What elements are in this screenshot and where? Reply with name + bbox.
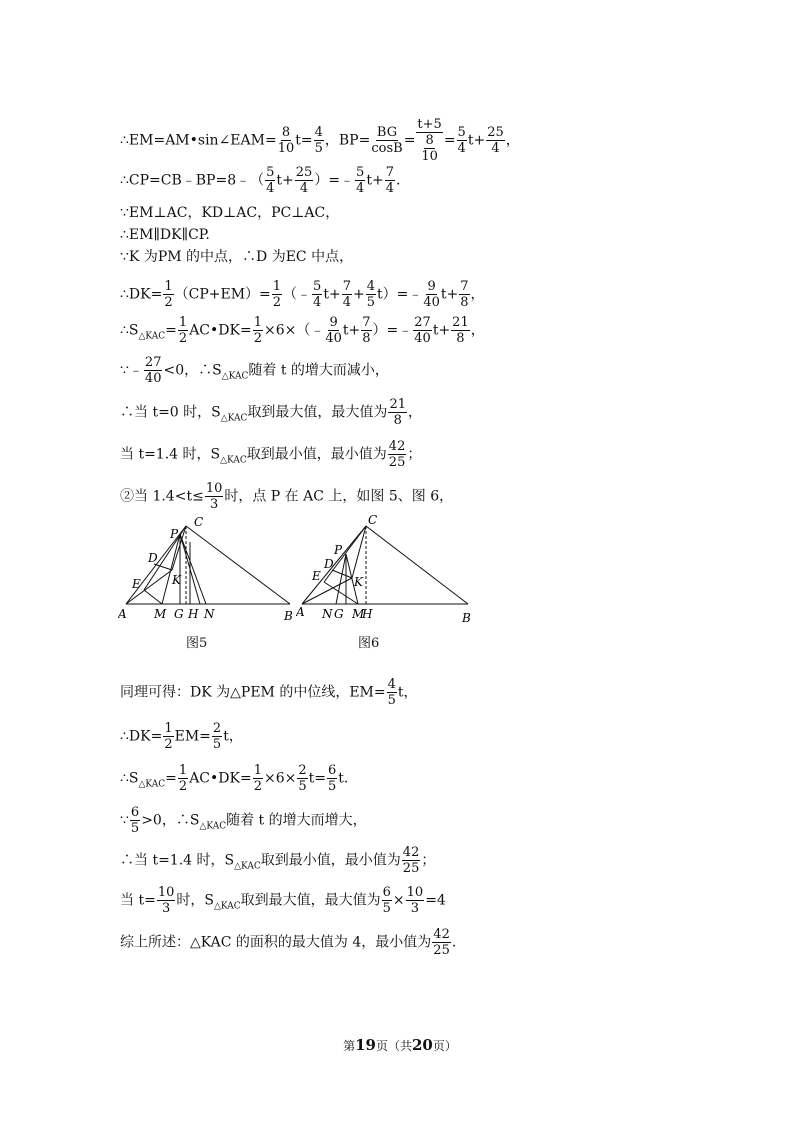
fraction xyxy=(295,166,314,195)
text: 取到最大值，最大值为 xyxy=(240,892,381,909)
text: ∴当 t=0 时，S xyxy=(120,404,221,421)
numerator: 5 xyxy=(266,165,275,180)
numerator: 10 xyxy=(157,885,175,900)
text: t+ xyxy=(366,172,384,189)
fraction xyxy=(432,928,451,957)
numerator: 25 xyxy=(487,125,504,140)
fraction xyxy=(327,764,337,793)
text: 随着 t 的增大而增大， xyxy=(226,812,367,829)
denominator: 5 xyxy=(327,779,337,794)
text: = xyxy=(165,322,177,339)
seg-EM xyxy=(144,590,162,604)
numerator: 21 xyxy=(452,315,469,330)
denominator: 25 xyxy=(433,943,450,958)
fraction xyxy=(253,764,263,793)
line-parallel: ∴EM∥DK∥CP. xyxy=(120,227,210,243)
text: . xyxy=(395,172,401,189)
numerator: 6 xyxy=(327,763,337,778)
page-total: 20 xyxy=(412,1036,433,1054)
label-C: C xyxy=(194,515,204,529)
denominator: 3 xyxy=(161,901,171,916)
numerator: 5 xyxy=(457,125,466,140)
denominator: 8 xyxy=(393,413,402,428)
denominator: 5 xyxy=(382,901,391,916)
numerator: 42 xyxy=(388,439,406,454)
text: ∵﹣ xyxy=(120,362,143,379)
numerator: 5 xyxy=(313,279,322,294)
text: 取到最小值，最小值为 xyxy=(260,852,401,869)
denominator: 5 xyxy=(298,779,307,794)
subscript: △KAC xyxy=(199,821,227,832)
text: t）=﹣ xyxy=(376,286,423,303)
seg-EM xyxy=(324,582,358,604)
subscript: △KAC xyxy=(234,861,261,872)
fraction xyxy=(312,280,322,309)
numerator: 7 xyxy=(362,315,371,330)
denominator: 2 xyxy=(178,779,188,794)
line-case-2 xyxy=(120,482,453,511)
fraction xyxy=(355,166,365,195)
text: ∵ xyxy=(120,812,129,829)
seg-AC xyxy=(302,526,366,604)
label-G: G xyxy=(174,607,184,621)
label-B: B xyxy=(284,609,293,623)
fraction xyxy=(178,316,188,345)
fraction xyxy=(253,316,263,345)
denominator: 5 xyxy=(387,693,396,708)
line-area-2 xyxy=(120,764,348,793)
label-N: N xyxy=(204,607,215,621)
figure-6-caption: 图6 xyxy=(358,636,380,651)
denominator: 5 xyxy=(212,737,222,752)
label-P: P xyxy=(170,527,179,541)
text: （﹣ xyxy=(283,286,312,303)
text: 时，S xyxy=(176,892,214,909)
label-N: N xyxy=(322,607,333,621)
label-D: D xyxy=(148,551,158,565)
numerator: 1 xyxy=(178,763,188,778)
line-min-2 xyxy=(120,846,435,875)
text: ）=﹣ xyxy=(372,322,413,339)
numerator: 4 xyxy=(314,125,323,140)
denominator: 5 xyxy=(314,141,323,156)
text: t= xyxy=(308,770,326,787)
denominator: 4 xyxy=(356,181,365,196)
numerator: 6 xyxy=(382,885,391,900)
numerator: 21 xyxy=(389,397,406,412)
label-M: M xyxy=(154,607,167,621)
numerator: 1 xyxy=(164,279,173,294)
fraction xyxy=(205,482,224,511)
numerator: 2 xyxy=(298,763,307,778)
text: ， xyxy=(505,132,520,149)
fraction xyxy=(366,280,376,309)
numerator: 1 xyxy=(272,279,282,294)
numerator: 2 xyxy=(212,721,222,736)
fraction xyxy=(212,722,222,751)
text: × xyxy=(392,892,405,909)
numerator: 1 xyxy=(164,721,173,736)
denominator: 4 xyxy=(385,181,394,196)
numerator: 8 xyxy=(281,125,291,140)
line-min-1 xyxy=(120,440,421,469)
subscript: △KAC xyxy=(138,779,166,790)
text: 取到最大值，最大值为 xyxy=(247,404,388,421)
numerator: 8 xyxy=(425,133,434,148)
fraction xyxy=(388,440,407,469)
fraction xyxy=(278,126,295,155)
text: 时，点 P 在 AC 上，如图 5、图 6， xyxy=(224,488,454,505)
line-midline xyxy=(120,678,418,707)
text: t. xyxy=(338,770,349,787)
numerator: 7 xyxy=(385,165,394,180)
text: t+ xyxy=(323,286,341,303)
page-footer xyxy=(0,1036,800,1054)
text: ②当 1.4<t≤ xyxy=(120,488,204,505)
denominator: 40 xyxy=(144,371,162,386)
numerator: 1 xyxy=(253,315,262,330)
denominator: 2 xyxy=(272,295,282,310)
text: AC•DK= xyxy=(189,322,252,339)
text: 当 t=1.4 时，S xyxy=(120,446,221,463)
text: ， xyxy=(407,404,422,421)
numerator: 27 xyxy=(144,355,162,370)
text: （CP+EM）= xyxy=(174,286,271,303)
text: t+ xyxy=(276,172,294,189)
fraction xyxy=(144,356,163,385)
fraction xyxy=(459,280,469,309)
text: <0，∴S xyxy=(163,362,222,379)
denominator xyxy=(420,133,439,163)
fraction xyxy=(314,126,324,155)
footer-text: 页（共 xyxy=(375,1039,412,1053)
denominator: 10 xyxy=(421,149,438,164)
seg-DK xyxy=(332,570,352,578)
seg-AK xyxy=(302,578,352,604)
text: ）=﹣ xyxy=(314,172,355,189)
text: 当 t= xyxy=(120,892,156,909)
text: t+ xyxy=(432,322,451,339)
numerator: 4 xyxy=(387,677,396,692)
text: ，BP= xyxy=(324,132,371,149)
line-midpoint: ∵K 为PM 的中点，∴D 为EC 中点， xyxy=(120,249,354,265)
text: t， xyxy=(223,728,243,745)
text: . xyxy=(451,934,457,951)
denominator: 4 xyxy=(266,181,275,196)
label-P: P xyxy=(334,543,343,557)
fraction xyxy=(387,678,397,707)
numerator: 7 xyxy=(460,279,469,294)
numerator: 1 xyxy=(253,763,262,778)
text: = xyxy=(165,770,177,787)
subscript: △KAC xyxy=(138,331,166,342)
denominator: 4 xyxy=(457,141,466,156)
text: =4 xyxy=(425,892,446,909)
fraction xyxy=(272,280,282,309)
seg-PN xyxy=(180,534,206,604)
numerator: 42 xyxy=(433,927,450,942)
text: ×6× xyxy=(263,770,297,787)
text: 综上所述：△KAC 的面积的最大值为 4，最小值为 xyxy=(120,934,432,951)
text: t， xyxy=(397,684,418,701)
numerator: 25 xyxy=(295,165,313,180)
fraction xyxy=(406,886,425,915)
fraction xyxy=(382,886,392,915)
numerator: 4 xyxy=(366,279,375,294)
text: ， xyxy=(470,286,485,303)
line-decreasing xyxy=(120,356,389,385)
text: ∴当 t=1.4 时，S xyxy=(120,852,235,869)
text: 随着 t 的增大而减小， xyxy=(248,362,389,379)
line-em-bp xyxy=(120,118,520,163)
subscript: △KAC xyxy=(220,413,248,424)
denominator: 40 xyxy=(423,295,440,310)
compound-fraction xyxy=(416,118,442,163)
text: AC•DK= xyxy=(189,770,252,787)
numerator: 9 xyxy=(329,315,338,330)
denominator: 2 xyxy=(253,331,262,346)
text: ∴S xyxy=(120,322,139,339)
text: + xyxy=(352,286,365,303)
fraction xyxy=(325,316,342,345)
line-perpendicular: ∵EM⊥AC，KD⊥AC，PC⊥AC， xyxy=(120,205,340,221)
figure-6 xyxy=(296,512,478,630)
denominator: 2 xyxy=(164,737,173,752)
subscript: △KAC xyxy=(213,901,241,912)
figure-5 xyxy=(118,512,298,630)
fraction xyxy=(342,280,352,309)
text: >0，∴S xyxy=(141,812,200,829)
denominator: 4 xyxy=(491,141,500,156)
numerator: 1 xyxy=(178,315,188,330)
line-conclusion xyxy=(120,928,456,957)
fraction xyxy=(361,316,371,345)
label-E: E xyxy=(132,577,141,591)
text: ， xyxy=(470,322,485,339)
denominator: 3 xyxy=(410,901,420,916)
label-A: A xyxy=(118,607,127,621)
label-H: H xyxy=(188,607,199,621)
denominator: 25 xyxy=(388,455,406,470)
line-increasing xyxy=(120,806,367,835)
denominator: 3 xyxy=(209,497,219,512)
denominator: 5 xyxy=(366,295,375,310)
denominator: 4 xyxy=(342,295,351,310)
text: ； xyxy=(407,446,422,463)
line-dk-2 xyxy=(120,722,243,751)
fraction xyxy=(163,722,173,751)
seg-EC xyxy=(324,526,366,582)
fraction xyxy=(486,126,505,155)
line-cp xyxy=(120,166,400,195)
denominator: 40 xyxy=(325,331,342,346)
denominator: cosB xyxy=(371,141,403,156)
numerator: 10 xyxy=(406,885,424,900)
text: t+ xyxy=(440,286,459,303)
text: = xyxy=(403,132,416,149)
fraction xyxy=(385,166,395,195)
text: 同理可得：DK 为△PEM 的中位线，EM= xyxy=(120,684,386,701)
denominator: 8 xyxy=(460,295,469,310)
subscript: △KAC xyxy=(220,455,247,466)
label-G: G xyxy=(334,607,344,621)
text: ∴CP=CB﹣BP=8﹣（ xyxy=(120,172,265,189)
text: t= xyxy=(295,132,313,149)
fraction xyxy=(130,806,140,835)
subscript: △KAC xyxy=(221,371,249,382)
fraction xyxy=(371,126,402,155)
label-E: E xyxy=(312,569,321,583)
text: ∴DK= xyxy=(120,286,163,303)
denominator: 25 xyxy=(402,861,420,876)
label-A: A xyxy=(296,605,305,619)
denominator: 8 xyxy=(362,331,371,346)
label-H: H xyxy=(362,607,373,621)
line-area-1 xyxy=(120,316,485,345)
fraction xyxy=(423,280,440,309)
text: EM= xyxy=(174,728,211,745)
denominator: 4 xyxy=(313,295,322,310)
line-dk xyxy=(120,280,485,309)
text: ∴DK= xyxy=(120,728,163,745)
text: ×6×（﹣ xyxy=(263,322,325,339)
numerator: 42 xyxy=(402,845,420,860)
denominator: 8 xyxy=(456,331,465,346)
footer-text: 页） xyxy=(432,1039,457,1053)
figure-5-caption: 图5 xyxy=(186,636,208,651)
numerator: 6 xyxy=(130,805,140,820)
fraction xyxy=(413,316,432,345)
fraction xyxy=(157,886,176,915)
denominator: 4 xyxy=(299,181,309,196)
fraction xyxy=(451,316,470,345)
fraction xyxy=(297,764,307,793)
label-M: M xyxy=(352,607,365,621)
label-C: C xyxy=(368,513,378,527)
footer-text: 第 xyxy=(343,1039,356,1053)
denominator: 2 xyxy=(253,779,262,794)
fraction xyxy=(421,134,438,163)
text: = xyxy=(443,132,456,149)
denominator: 5 xyxy=(130,821,140,836)
label-K: K xyxy=(354,575,363,589)
numerator: 7 xyxy=(342,279,351,294)
text: ∴S xyxy=(120,770,139,787)
fraction xyxy=(163,280,173,309)
text: 取到最小值，最小值为 xyxy=(246,446,387,463)
numerator: 5 xyxy=(356,165,365,180)
denominator: 2 xyxy=(164,295,173,310)
numerator: 10 xyxy=(205,481,223,496)
text: ∴EM=AM•sin∠EAM= xyxy=(120,132,277,149)
label-D: D xyxy=(324,557,334,571)
line-max-2 xyxy=(120,886,446,915)
label-K: K xyxy=(172,573,181,587)
text: t+ xyxy=(467,132,486,149)
seg-PM xyxy=(162,534,180,604)
fraction xyxy=(178,764,188,793)
numerator: 27 xyxy=(414,315,431,330)
text: t+ xyxy=(342,322,361,339)
label-B: B xyxy=(462,611,471,625)
fraction xyxy=(457,126,467,155)
numerator: t+5 xyxy=(417,117,442,132)
line-max-1 xyxy=(120,398,422,427)
text: ； xyxy=(421,852,436,869)
fraction xyxy=(388,398,407,427)
denominator: 10 xyxy=(277,141,295,156)
fraction xyxy=(265,166,275,195)
page-number: 19 xyxy=(355,1036,376,1054)
numerator: 9 xyxy=(427,279,436,294)
numerator: BG xyxy=(376,125,398,140)
seg-CB xyxy=(366,526,468,604)
fraction xyxy=(402,846,421,875)
denominator: 2 xyxy=(178,331,188,346)
denominator: 40 xyxy=(414,331,431,346)
